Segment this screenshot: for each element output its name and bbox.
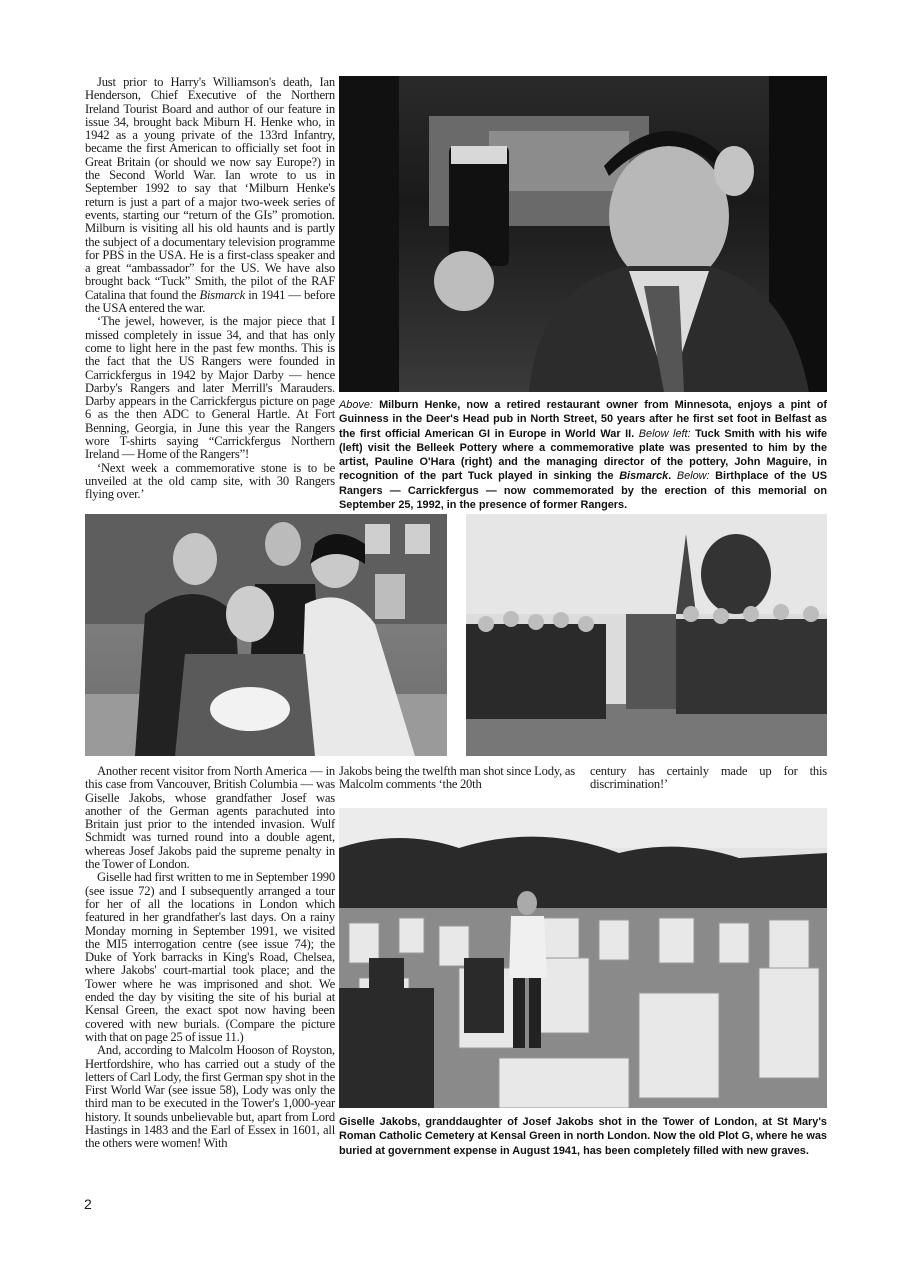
caption-label: Below left:	[638, 427, 691, 440]
paragraph: Jakobs being the twelfth man shot since Lody, as Malcolm comments ‘the 20th	[339, 764, 575, 792]
photo-henke-pub	[339, 76, 827, 392]
paragraph	[85, 76, 335, 315]
paragraph: Giselle had first written to me in September 1990 (see issue 72) and I subsequently arranged a tour for her of all the locations in London which featured in her grandfather's last days. On a rainy Monday morning in September 1991, we visited the MI5 interrogation centre (see issue 74); the Duke of York barracks in King's Road, Chelsea, where Jakobs' court-martial took place; and the Tower where he was imprisoned and shot. We ended the day by visiting the site of his burial at Kensal Green, the exact spot now having been covered with new burials. (Compare the picture with that on page 25 of issue 11.)	[85, 870, 335, 1044]
caption-text: Birthplace of the US Rangers — Carrickfergus — now commemorated by the erection of this memorial on September 25, 1992, in the presence of former Rangers.	[339, 470, 827, 512]
text: Just prior to Harry's Williamson's death, Ian Henderson, Chief Executive of the Northern Ireland Tourist Board and author of our feature in issue 34, brought back Miburn H. Henke who, in 1942 as a young private of the 133rd Infantry, became the first American to officially set foot in Great Britain (or should we now say Europe?) in the Second World War. Ian wrote to us in September 1992 to say that ‘Milburn Henke's return is just a part of a major two-week series of events, starting our “return of the GIs” promotion. Milburn is visiting all his old haunts and is partly the subject of a documentary television programme for PBS in the USA. He is a first-class speaker and a great “ambassador” for the US. We have also brought back “Tuck” Smith, the pilot of the RAF Catalina that found the	[85, 75, 335, 302]
caption-text: Milburn Henke, now a retired restaurant owner from Minnesota, enjoys a pint of Guinness in the Deer's Head pub in North Street, 50 years after he first set foot in Belfast as the first official American GI in Europe in World War II.	[339, 399, 827, 440]
photo-rangers-memorial	[466, 514, 827, 756]
article-column-bottom-right	[590, 765, 827, 792]
photo-kensal-green-cemetery	[339, 808, 827, 1108]
paragraph: ‘The jewel, however, is the major piece that I missed completely in issue 34, and that has only come to light here in the past few months. This is the fact that the US Rangers were founded in Carrickfergus in 1942 by Major Darby — hence Darby's Rangers and later Merrill's Marauders. Darby appears in the Carrickfergus picture on page 6 as the then ADC to General Hartle. At Fort Benning, Georgia, in June this year the Rangers wore T-shirts saying “Carrickfergus Northern Ireland — Home of the Rangers”!	[85, 314, 335, 462]
paragraph: Another recent visitor from North America — in this case from Vancouver, British Columbia — was Giselle Jakobs, whose grandfather Josef was another of the German agents parachuted into Britain just prior to the intended invasion. Wulf Schmidt was turned round into a double agent, whereas Josef Jakobs paid the supreme penalty in the Tower of London.	[85, 764, 335, 872]
photo-illustration	[339, 808, 827, 1108]
caption-label: Below:	[676, 470, 710, 483]
photo-illustration	[339, 76, 827, 392]
article-column-top-left	[85, 76, 335, 502]
caption-text: Tuck Smith with his wife (left) visit the Belleek Pottery where a commemorative plate was presented to him by the artist, Pauline O'Hara (right) and the managing director of the pottery, John Maguire, in recognition of the part Tuck played in sinking the	[339, 427, 828, 483]
caption-text: .	[668, 470, 677, 483]
paragraph: ‘Next week a commemorative stone is to be unveiled at the old camp site, with 30 Rangers flying over.’	[85, 460, 335, 502]
paragraph: And, according to Malcolm Hooson of Royston, Hertfordshire, who has carried out a study of the letters of Carl Lody, the first German spy shot in the First World War (see issue 58), Lody was only the third man to be executed in the Tower's 1,000-year history. It sounds unbelievable but, apart from Lord Hastings in 1483 and the Earl of Essex in 1601, all the others were women! With	[85, 1043, 335, 1151]
text: in 1941 — before the USA entered the war.	[85, 287, 335, 316]
ship-name: Bismarck	[199, 287, 245, 302]
article-column-bottom-middle	[339, 765, 575, 792]
page-number: 2	[84, 1196, 92, 1212]
caption-label: Above:	[339, 399, 373, 411]
photo-belleek-pottery	[85, 514, 447, 756]
photo-illustration	[466, 514, 827, 756]
paragraph: century has certainly made up for this discrimination!’	[590, 764, 827, 792]
ship-name: Bismarck	[619, 470, 669, 483]
article-column-bottom-left	[85, 765, 335, 1151]
caption-bottom: Giselle Jakobs, granddaughter of Josef Jakobs shot in the Tower of London, at St Mary's Roman Catholic Cemetery at Kensal Green in north London. Now the old Plot G, where he was buried at government expense in August 1941, has been completely filled with new graves.	[339, 1116, 827, 1157]
caption-top	[339, 398, 827, 512]
photo-illustration	[85, 514, 447, 756]
